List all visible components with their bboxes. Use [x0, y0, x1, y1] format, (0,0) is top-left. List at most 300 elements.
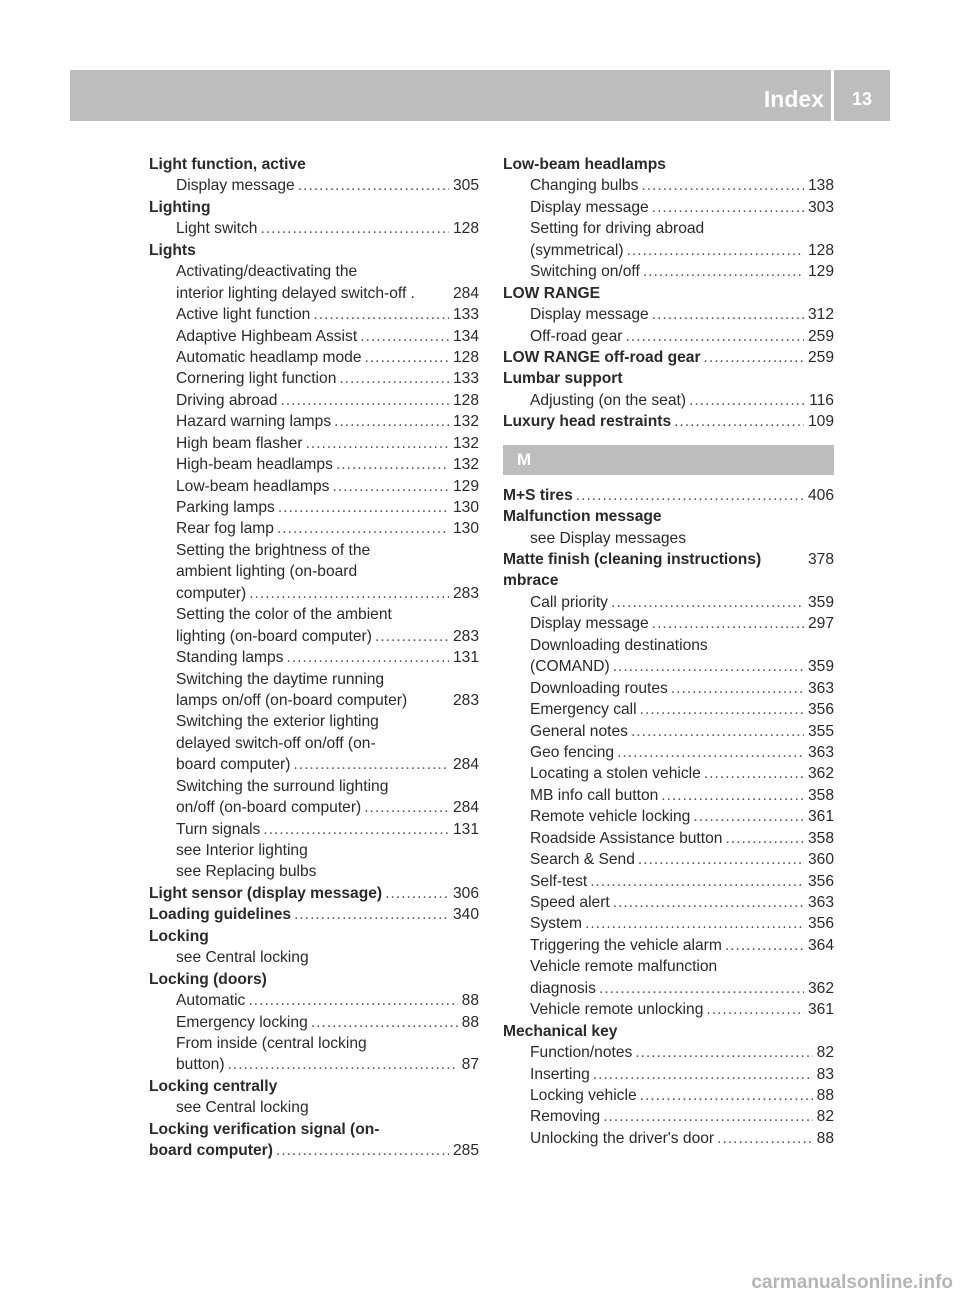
- entry-page-number: 259: [807, 348, 834, 366]
- entry-label: Driving abroad: [176, 391, 278, 409]
- dot-leader: [704, 763, 804, 784]
- index-subentry: [503, 304, 834, 325]
- dot-leader: [603, 1106, 812, 1127]
- index-subentry: [149, 454, 479, 475]
- entry-label: Automatic headlamp mode: [176, 348, 362, 366]
- index-subentry: [149, 626, 479, 647]
- entry-page-number: 363: [807, 679, 834, 697]
- index-entry: [149, 904, 479, 925]
- index-subentry: [149, 476, 479, 497]
- dot-leader: [306, 433, 449, 454]
- entry-label: Switching on/off: [530, 263, 640, 281]
- entry-label: Switching the daytime running: [176, 670, 385, 688]
- entry-page-number: 358: [807, 829, 834, 847]
- entry-label: diagnosis: [530, 979, 596, 997]
- entry-label: see Central locking: [176, 1099, 309, 1117]
- entry-page-number: 364: [807, 936, 834, 954]
- watermark: carmanualsonline.info: [751, 1272, 953, 1293]
- entry-page-number: 283: [452, 691, 479, 709]
- entry-label: Light sensor (display message): [149, 884, 383, 902]
- entry-label: Roadside Assistance button: [530, 829, 723, 847]
- index-subentry: [149, 647, 479, 668]
- dot-leader: [311, 1012, 458, 1033]
- entry-page-number: 356: [807, 701, 834, 719]
- index-subentry: [149, 1054, 479, 1075]
- entry-page-number: 303: [807, 198, 834, 216]
- entry-page-number: 134: [452, 327, 479, 345]
- entry-label: Malfunction message: [503, 508, 662, 526]
- index-entry: [503, 283, 834, 304]
- entry-page-number: 340: [452, 906, 479, 924]
- entry-label: Call priority: [530, 593, 608, 611]
- dot-leader: [287, 647, 449, 668]
- entry-label: Setting the brightness of the: [176, 541, 371, 559]
- dot-leader: [278, 497, 449, 518]
- entry-label: Downloading destinations: [530, 636, 708, 654]
- entry-label: see Central locking: [176, 949, 309, 967]
- index-group-m: [503, 485, 834, 1150]
- index-entry: [149, 969, 479, 990]
- index-subentry: [149, 390, 479, 411]
- entry-label: Locking verification signal (on-: [149, 1120, 380, 1138]
- entry-page-number: 283: [452, 627, 479, 645]
- entry-page-number: 360: [807, 851, 834, 869]
- dot-leader: [294, 904, 449, 925]
- index-subentry: [503, 175, 834, 196]
- dot-leader: [640, 1085, 813, 1106]
- entry-page-number: 306: [452, 884, 479, 902]
- index-subentry: [503, 656, 834, 677]
- entry-label: Function/notes: [530, 1044, 633, 1062]
- dot-leader: [313, 304, 449, 325]
- dot-leader: [263, 819, 449, 840]
- entry-label: ambient lighting (on-board: [176, 563, 358, 581]
- entry-page-number: 128: [807, 241, 834, 259]
- entry-label: Cornering light function: [176, 370, 337, 388]
- entry-label: Setting for driving abroad: [530, 220, 705, 238]
- index-entry: [503, 1021, 834, 1042]
- entry-page-number: 130: [452, 520, 479, 538]
- dot-leader: [249, 583, 449, 604]
- dot-leader: [611, 592, 804, 613]
- index-subentry: [149, 304, 479, 325]
- dot-leader: [576, 485, 804, 506]
- dot-leader: [693, 806, 804, 827]
- index-subentry: [149, 604, 479, 625]
- index-entry: [503, 570, 834, 591]
- entry-label: Removing: [530, 1108, 601, 1126]
- index-subentry: [149, 326, 479, 347]
- entry-label: button): [176, 1056, 225, 1074]
- entry-page-number: 284: [452, 799, 479, 817]
- index-entry: [149, 1119, 479, 1140]
- index-entry: [149, 154, 479, 175]
- index-subentry: [149, 990, 479, 1011]
- entry-label: Locating a stolen vehicle: [530, 765, 701, 783]
- dot-leader: [364, 797, 449, 818]
- dot-leader: [593, 1064, 813, 1085]
- entry-label: Adjusting (on the seat): [530, 391, 687, 409]
- index-entry: [149, 926, 479, 947]
- index-subentry: [503, 1106, 834, 1127]
- index-subentry: [503, 913, 834, 934]
- entry-label: Matte finish (cleaning instructions): [503, 551, 762, 568]
- entry-page-number: 128: [452, 220, 479, 238]
- index-entry: [149, 1140, 479, 1161]
- index-subentry: [149, 797, 479, 818]
- entry-page-number: 129: [452, 477, 479, 495]
- entry-label: Mechanical key: [503, 1022, 618, 1040]
- dot-leader: [717, 1128, 813, 1149]
- dot-leader: [613, 892, 804, 913]
- dot-leader: [360, 326, 449, 347]
- entry-label: Lighting: [149, 198, 211, 216]
- entry-label: Triggering the vehicle alarm: [530, 936, 722, 954]
- entry-page-number: 378: [807, 551, 834, 568]
- index-subentry: [503, 828, 834, 849]
- dot-leader: [674, 411, 804, 432]
- dot-leader: [585, 913, 804, 934]
- dot-leader: [661, 785, 804, 806]
- index-group-l: [503, 154, 834, 433]
- entry-label: Locking (doors): [149, 970, 267, 988]
- index-subentry: [149, 411, 479, 432]
- entry-label: Geo fencing: [530, 743, 615, 761]
- entry-label: lighting (on-board computer): [176, 627, 372, 645]
- index-subentry: [503, 390, 834, 411]
- dot-leader: [365, 347, 449, 368]
- entry-page-number: 88: [461, 992, 479, 1010]
- entry-page-number: 88: [816, 1086, 834, 1104]
- dot-leader: [260, 218, 448, 239]
- entry-page-number: 358: [807, 786, 834, 804]
- entry-page-number: 131: [452, 649, 479, 667]
- index-subentry: [503, 763, 834, 784]
- index-subentry: [149, 711, 479, 732]
- entry-label: Low-beam headlamps: [503, 156, 666, 173]
- index-subentry: [149, 368, 479, 389]
- entry-page-number: 363: [807, 743, 834, 761]
- entry-page-number: 356: [807, 915, 834, 933]
- entry-label: M+S tires: [503, 486, 573, 504]
- index-entry: [149, 197, 479, 218]
- entry-page-number: 406: [807, 486, 834, 504]
- entry-page-number: 133: [452, 306, 479, 324]
- entry-page-number: 362: [807, 765, 834, 783]
- entry-page-number: 132: [452, 413, 479, 431]
- entry-label: see Display messages: [530, 529, 687, 547]
- entry-page-number: 355: [807, 722, 834, 740]
- index-subentry: [503, 935, 834, 956]
- entry-page-number: 128: [452, 348, 479, 366]
- entry-page-number: 87: [461, 1056, 479, 1074]
- entry-page-number: 88: [461, 1013, 479, 1031]
- dot-leader: [385, 883, 449, 904]
- index-subentry: [503, 635, 834, 656]
- index-subentry: [149, 583, 479, 604]
- entry-label: Locking: [149, 927, 209, 945]
- index-entry: [503, 347, 834, 368]
- entry-label: Setting the color of the ambient: [176, 606, 392, 624]
- index-entry: [149, 883, 479, 904]
- entry-page-number: 138: [807, 177, 834, 195]
- entry-page-number: 88: [816, 1129, 834, 1147]
- dot-leader: [339, 368, 449, 389]
- index-subentry: [503, 999, 834, 1020]
- entry-page-number: 359: [807, 658, 834, 676]
- entry-page-number: 83: [816, 1065, 834, 1083]
- entry-label: (symmetrical): [530, 241, 624, 259]
- dot-leader: [625, 326, 804, 347]
- entry-label: see Replacing bulbs: [176, 863, 317, 881]
- index-subentry: [503, 528, 834, 549]
- entry-label: Remote vehicle locking: [530, 808, 691, 826]
- index-subentry: [149, 497, 479, 518]
- entry-label: LOW RANGE: [503, 284, 601, 302]
- dot-leader: [704, 347, 804, 368]
- entry-page-number: 283: [452, 584, 479, 602]
- entry-label: Low-beam headlamps: [176, 477, 330, 495]
- dot-leader: [280, 390, 449, 411]
- dot-leader: [635, 1042, 812, 1063]
- entry-label: Search & Send: [530, 851, 635, 869]
- index-column-right: [503, 154, 834, 1149]
- index-subentry: [149, 518, 479, 539]
- dot-leader: [334, 411, 449, 432]
- dot-leader: [652, 197, 804, 218]
- entry-label: Active light function: [176, 306, 311, 324]
- entry-page-number: 361: [807, 1001, 834, 1019]
- index-subentry: [503, 197, 834, 218]
- entry-label: Switching the exterior lighting: [176, 713, 379, 731]
- entry-page-number: 133: [452, 370, 479, 388]
- index-subentry: [503, 742, 834, 763]
- entry-label: Locking centrally: [149, 1077, 278, 1095]
- index-column-left: [149, 154, 479, 1162]
- entry-page-number: 284: [452, 756, 479, 774]
- dot-leader: [228, 1054, 458, 1075]
- entry-label: Off-road gear: [530, 327, 623, 345]
- index-subentry: [149, 561, 479, 582]
- index-subentry: [503, 1064, 834, 1085]
- entry-label: Display message: [530, 306, 649, 324]
- dot-leader: [706, 999, 804, 1020]
- dot-leader: [652, 613, 804, 634]
- entry-label: Vehicle remote malfunction: [530, 958, 718, 976]
- entry-label: Speed alert: [530, 894, 610, 911]
- dot-leader: [640, 699, 804, 720]
- index-subentry: [503, 849, 834, 870]
- entry-label: General notes: [530, 722, 628, 740]
- dot-leader: [276, 1140, 449, 1161]
- index-subentry: [149, 1012, 479, 1033]
- dot-leader: [375, 626, 449, 647]
- entry-page-number: 361: [807, 808, 834, 826]
- entry-label: Loading guidelines: [149, 906, 292, 924]
- entry-page-number: 362: [807, 979, 834, 997]
- entry-page-number: 82: [816, 1044, 834, 1062]
- entry-label: Display message: [176, 177, 295, 195]
- entry-page-number: 128: [452, 391, 479, 409]
- entry-page-number: 363: [807, 894, 834, 911]
- dot-leader: [590, 871, 804, 892]
- index-subentry: [503, 1085, 834, 1106]
- index-subentry: [149, 175, 479, 196]
- index-entry: [503, 549, 834, 570]
- entry-page-number: 131: [452, 820, 479, 838]
- index-subentry: [503, 613, 834, 634]
- dot-leader: [613, 656, 804, 677]
- index-subentry: [149, 819, 479, 840]
- index-subentry: [149, 690, 479, 711]
- index-subentry: [503, 326, 834, 347]
- dot-leader: [638, 849, 804, 870]
- index-subentry: [149, 776, 479, 797]
- index-subentry: [149, 840, 479, 861]
- index-subentry: [149, 754, 479, 775]
- dot-leader: [332, 476, 449, 497]
- entry-page-number: 356: [807, 872, 834, 890]
- entry-label: Switching the surround lighting: [176, 777, 389, 795]
- entry-label: Light switch: [176, 220, 258, 238]
- dot-leader: [248, 990, 457, 1011]
- dot-leader: [641, 175, 804, 196]
- entry-label: Parking lamps: [176, 499, 275, 516]
- entry-label: Emergency call: [530, 701, 637, 719]
- index-subentry: [503, 261, 834, 282]
- index-subentry: [503, 721, 834, 742]
- entry-label: System: [530, 915, 582, 933]
- entry-label: Emergency locking: [176, 1013, 308, 1031]
- entry-label: Lights: [149, 241, 196, 259]
- entry-page-number: 129: [807, 263, 834, 281]
- entry-page-number: 116: [809, 391, 834, 409]
- entry-label: Lumbar support: [503, 370, 623, 388]
- index-subentry: [149, 433, 479, 454]
- entry-label: Turn signals: [176, 820, 261, 838]
- entry-label: board computer): [176, 756, 291, 774]
- index-subentry: [149, 733, 479, 754]
- dot-leader: [627, 240, 804, 261]
- index-subentry: [149, 540, 479, 561]
- entry-page-number: 285: [452, 1142, 479, 1160]
- entry-label: Light function, active: [149, 156, 306, 173]
- entry-label: Hazard warning lamps: [176, 413, 332, 431]
- entry-page-number: 130: [452, 499, 479, 516]
- dot-leader: [671, 678, 804, 699]
- dot-leader: [277, 518, 449, 539]
- entry-label: interior lighting delayed switch-off .: [176, 284, 415, 302]
- entry-label: see Interior lighting: [176, 842, 308, 859]
- index-subentry: [503, 785, 834, 806]
- index-subentry: [503, 892, 834, 913]
- dot-leader: [617, 742, 804, 763]
- entry-label: Automatic: [176, 992, 246, 1010]
- index-entry: [503, 411, 834, 432]
- entry-label: delayed switch-off on/off (on-: [176, 734, 376, 752]
- dot-leader: [599, 978, 804, 999]
- index-subentry: [149, 347, 479, 368]
- entry-label: Changing bulbs: [530, 177, 639, 195]
- page-number: 13: [851, 89, 873, 109]
- dot-leader: [631, 721, 804, 742]
- index-subentry: [149, 1033, 479, 1054]
- entry-label: lamps on/off (on-board computer): [176, 691, 408, 709]
- entry-page-number: 312: [807, 306, 834, 324]
- index-subentry: [149, 218, 479, 239]
- index-subentry: [503, 806, 834, 827]
- entry-label: on/off (on-board computer): [176, 799, 362, 817]
- entry-label: Standing lamps: [176, 649, 284, 667]
- dot-leader: [725, 828, 804, 849]
- index-subentry: [149, 861, 479, 882]
- entry-label: Locking vehicle: [530, 1086, 637, 1104]
- entry-label: Self-test: [530, 872, 588, 890]
- entry-label: Rear fog lamp: [176, 520, 274, 538]
- entry-label: Inserting: [530, 1065, 590, 1083]
- entry-label: Vehicle remote unlocking: [530, 1001, 704, 1019]
- index-subentry: [503, 678, 834, 699]
- entry-label: board computer): [149, 1142, 273, 1160]
- index-subentry: [149, 947, 479, 968]
- entry-label: Downloading routes: [530, 679, 668, 697]
- entry-label: LOW RANGE off-road gear: [503, 348, 701, 366]
- index-entry: [149, 240, 479, 261]
- section-heading-m: M: [503, 445, 834, 475]
- entry-page-number: 132: [452, 434, 479, 452]
- dot-leader: [689, 390, 805, 411]
- index-subentry: [503, 956, 834, 977]
- entry-label: From inside (central locking: [176, 1034, 367, 1052]
- entry-label: Activating/deactivating the: [176, 263, 358, 281]
- index-subentry: [503, 1042, 834, 1063]
- entry-label: computer): [176, 584, 247, 602]
- index-entry: [503, 154, 834, 175]
- entry-label: (COMAND): [530, 658, 610, 676]
- dot-leader: [336, 454, 449, 475]
- index-subentry: [149, 669, 479, 690]
- index-entry: [149, 1076, 479, 1097]
- index-entry: [503, 368, 834, 389]
- entry-page-number: 284: [452, 284, 479, 302]
- entry-page-number: 82: [816, 1108, 834, 1126]
- index-subentry: [503, 1128, 834, 1149]
- entry-label: High-beam headlamps: [176, 456, 333, 474]
- index-subentry: [503, 218, 834, 239]
- entry-label: High beam flasher: [176, 434, 303, 452]
- index-subentry: [149, 1097, 479, 1118]
- index-subentry: [503, 699, 834, 720]
- entry-page-number: 259: [807, 327, 834, 345]
- entry-page-number: 297: [807, 615, 834, 633]
- entry-page-number: 132: [452, 456, 479, 474]
- dot-leader: [293, 754, 449, 775]
- index-subentry: [149, 261, 479, 282]
- dot-leader: [643, 261, 804, 282]
- index-subentry: [149, 283, 479, 304]
- dot-leader: [725, 935, 804, 956]
- header-title: Index: [763, 86, 824, 112]
- entry-page-number: 359: [807, 593, 834, 611]
- entry-label: mbrace: [503, 572, 559, 590]
- entry-label: Adaptive Highbeam Assist: [176, 327, 358, 345]
- dot-leader: [652, 304, 804, 325]
- index-subentry: [503, 592, 834, 613]
- entry-label: Unlocking the driver's door: [530, 1129, 715, 1147]
- entry-label: Display message: [530, 198, 649, 216]
- entry-label: Luxury head restraints: [503, 413, 672, 431]
- index-subentry: [503, 978, 834, 999]
